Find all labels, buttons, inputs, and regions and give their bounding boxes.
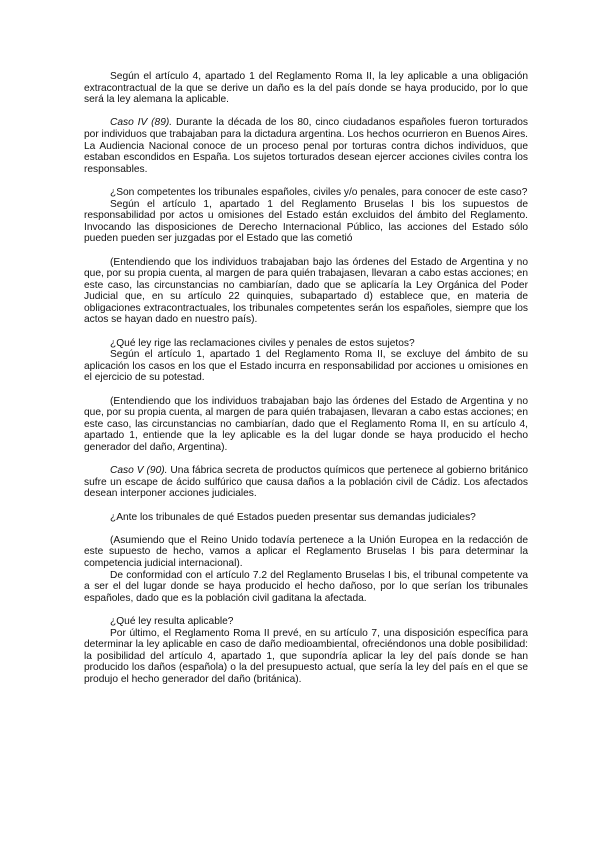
- paragraph-assumption-uk: (Asumiendo que el Reino Unido todavía pertenece a la Unión Europea en la redacción de este supuesto de hecho, vamos a aplicar el Reglamento Bruselas I bis para determinar la competencia judicial internacional).: [84, 534, 528, 569]
- answer-competence: Según el artículo 1, apartado 1 del Reglamento Bruselas I bis los supuestos de responsabilidad por actos u omisiones del Estado están excluidos del ámbito del Reglamento. Invocando las disposiciones de Derecho Internacional Público, las acciones del Estado sólo pueden pueden ser juzgadas por el Estado que las cometió: [84, 198, 528, 245]
- paragraph-rome-ii-conclusion: Según el artículo 4, apartado 1 del Reglamento Roma II, la ley aplicable a una obligación extracontractual de la que se derive un daño es la del país donde se haya producido, por lo que será la ley alemana la aplicable.: [84, 71, 528, 106]
- question-competence: ¿Son competentes los tribunales españoles, civiles y/o penales, para conocer de este caso?: [110, 186, 528, 198]
- case-v-title: Caso V (90).: [110, 465, 168, 477]
- question-courts: ¿Ante los tribunales de qué Estados pueden presentar sus demandas judiciales?: [110, 511, 476, 523]
- answer-applicable-law: Según el artículo 1, apartado 1 del Reglamento Roma II, se excluye del ámbito de su aplicación los casos en los que el Estado incurra en responsabilidad por acciones u omisiones en el ejercicio de su potestad.: [84, 349, 528, 384]
- paragraph-note-applicable-law: (Entendiendo que los individuos trabajaban bajo las órdenes del Estado de Argentina y no que, por su propia cuenta, al margen de para quién trabajasen, llevaran a cabo estas acciones; en este caso, las circunstancias no cambiarían, dado que el Reglamento Roma II, en su artículo 4, apartado 1, entiende que la ley aplicable es la del lugar donde se haya producido el hecho generador del daño, Argentina).: [84, 395, 529, 453]
- document-body: [84, 71, 528, 685]
- question-applicable-law: ¿Qué ley rige las reclamaciones civiles y penales de estos sujetos?: [110, 337, 415, 349]
- paragraph-note-competence: (Entendiendo que los individuos trabajaban bajo las órdenes del Estado de Argentina y no que, por su propia cuenta, al margen de para quién trabajasen, llevaran a cabo estas acciones; en este caso, las circunstancias no cambiarían, dado que se aplicaría la Ley Orgánica del Poder Judicial que, en su artículo 22 quinquies, subapartado d) establece que, en materia de obligaciones extracontractuales, los tribunales competentes serán los españoles, siempre que los actos se hayan dado en nuestro país).: [84, 256, 529, 326]
- answer-courts: De conformidad con el artículo 7.2 del Reglamento Bruselas I bis, el tribunal competente va a ser el del lugar donde se haya producido el hecho dañoso, por lo que serían los tribunales españoles, dado que es la población civil gaditana la afectada.: [84, 569, 528, 604]
- case-iv-title: Caso IV (89).: [110, 117, 173, 129]
- paragraph-case-iv: [84, 117, 528, 175]
- case-iv-statement: Durante la década de los 80, cinco ciudadanos españoles fueron torturados por individuos que trabajaban para la dictadura argentina. Los hechos ocurrieron en Buenos Aires. La Audiencia Nacional conoce de un proceso penal por torturas contra dichos individuos, que estaban escondidos en España. Los sujetos torturados desean ejercer acciones civiles contra los responsables.: [84, 117, 529, 175]
- paragraph-case-v: [84, 465, 528, 500]
- answer-law: Por último, el Reglamento Roma II prevé, en su artículo 7, una disposición específica para determinar la ley aplicable en caso de daño medioambiental, ofreciéndonos una doble posibilidad: la posibilidad del artículo 4, apartado 1, que supondría aplicar la ley del país donde se han producido los daños (española) o la del presupuesto actual, que sería la ley del país en el que se produjo el hecho generador del daño (británica).: [84, 627, 528, 685]
- case-v-statement: Una fábrica secreta de productos químicos que pertenece al gobierno británico sufre un escape de ácido sulfúrico que causa daños a la población civil de Cádiz. Los afectados desean interponer acciones judiciales.: [84, 465, 529, 500]
- question-law: ¿Qué ley resulta aplicable?: [110, 615, 234, 627]
